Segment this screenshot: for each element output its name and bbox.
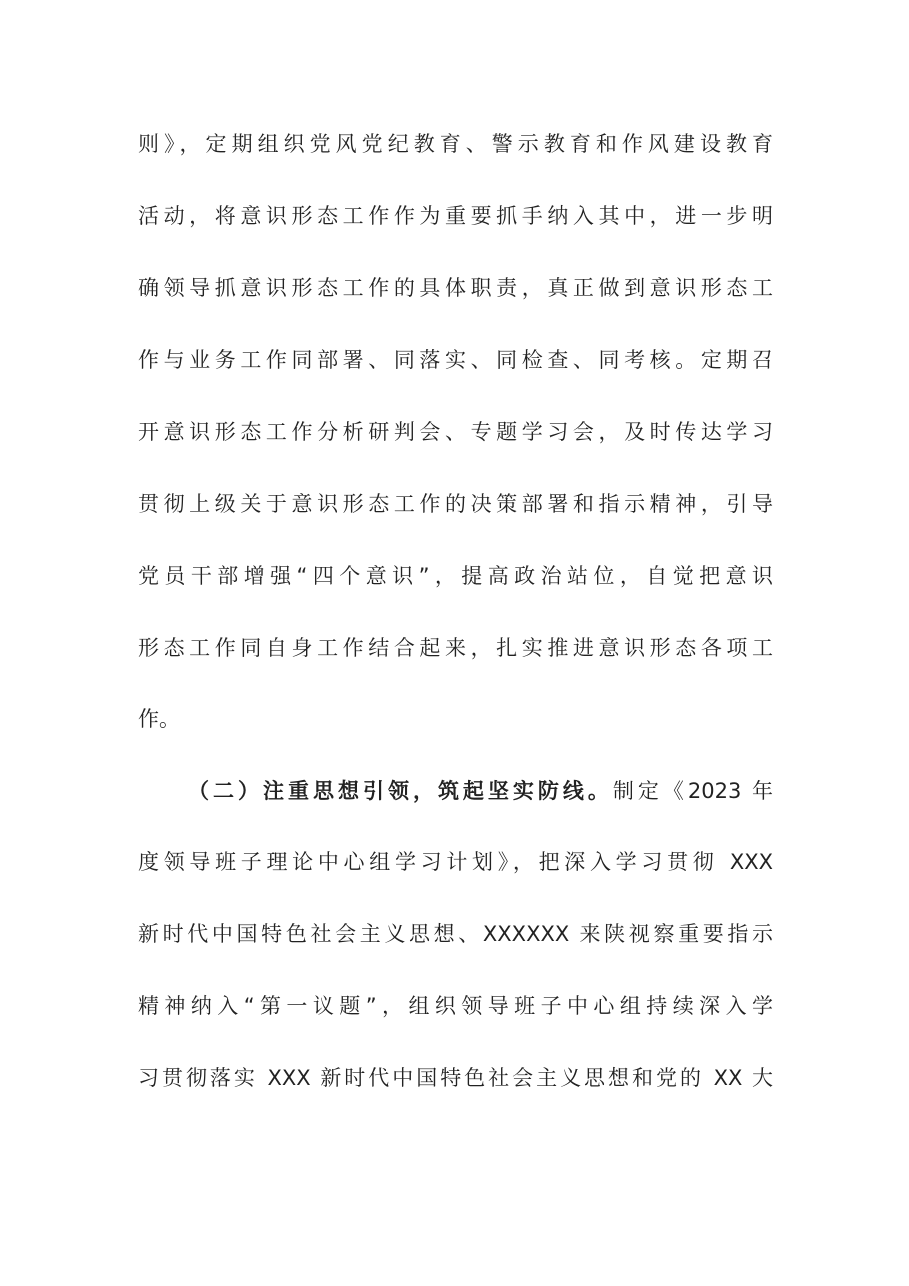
paragraph-line: 习贯彻落实 XXX 新时代中国特色社会主义思想和党的 XX 大	[138, 1066, 773, 1090]
paragraph-line: 开意识形态工作分析研判会、专题学习会，及时传达学习	[138, 420, 773, 444]
paragraph-line: 形态工作同自身工作结合起来，扎实推进意识形态各项工	[138, 636, 773, 660]
paragraph-line: 作。	[138, 707, 180, 731]
section-heading: （二）注重思想引领，筑起坚实防线。	[188, 779, 613, 803]
paragraph-line: 作与业务工作同部署、同落实、同检查、同考核。定期召	[138, 348, 773, 372]
paragraph-line: 党员干部增强“四个意识”，提高政治站位，自觉把意识	[138, 564, 773, 588]
section-heading-line	[188, 773, 773, 809]
paragraph-line: 贯彻上级关于意识形态工作的决策部署和指示精神，引导	[138, 492, 773, 516]
paragraph-line: 新时代中国特色社会主义思想、XXXXXX 来陕视察重要指示	[138, 922, 773, 946]
paragraph-line: 精神纳入“第一议题”，组织领导班子中心组持续深入学	[138, 994, 773, 1018]
paragraph-line: 确领导抓意识形态工作的具体职责，真正做到意识形态工	[138, 276, 773, 300]
paragraph-line: 则》，定期组织党风党纪教育、警示教育和作风建设教育	[138, 132, 773, 156]
paragraph-line: 度领导班子理论中心组学习计划》，把深入学习贯彻 XXX	[138, 850, 773, 874]
section-heading-continuation: 制定《2023 年	[612, 779, 774, 803]
paragraph-line: 活动，将意识形态工作作为重要抓手纳入其中，进一步明	[138, 204, 773, 228]
